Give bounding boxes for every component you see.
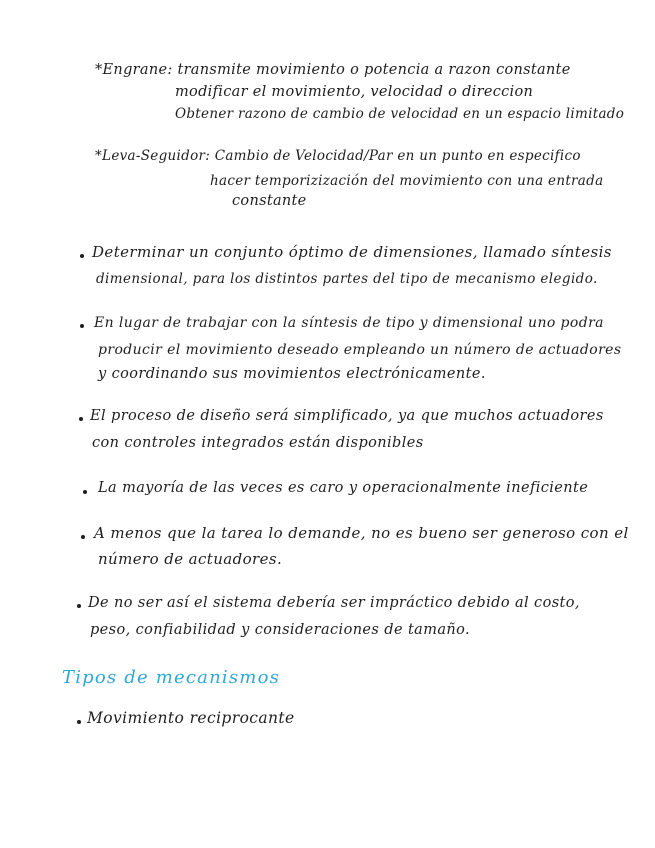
bullet-6-line-2: peso, confiabilidad y consideraciones de tamaño. <box>90 622 471 638</box>
bullet-dot <box>81 535 85 539</box>
bullet-1-line-1: Determinar un conjunto óptimo de dimensiones, llamado síntesis <box>92 243 612 261</box>
bullet-dot <box>79 417 83 421</box>
bullet-dot <box>83 490 87 494</box>
bullet-2-line-1: En lugar de trabajar con la síntesis de tipo y dimensional uno podra <box>94 315 604 331</box>
bullet-1-line-2: dimensional, para los distintos partes del tipo de mecanismo elegido. <box>96 271 598 287</box>
leva-line-3: constante <box>232 193 307 209</box>
engrane-line-2: modificar el movimiento, velocidad o direccion <box>175 84 534 100</box>
leva-line-2: hacer temporizización del movimiento con una entrada <box>210 173 604 189</box>
bullet-5-line-1: A menos que la tarea lo demande, no es bueno ser generoso con el <box>94 524 629 542</box>
bullet-3-line-2: con controles integrados están disponibles <box>92 435 424 451</box>
bullet-2-line-2: producir el movimiento deseado empleando un número de actuadores <box>98 342 622 358</box>
bullet-dot <box>77 604 81 608</box>
section-item: Movimiento reciprocante <box>87 709 295 727</box>
bullet-dot <box>77 720 81 724</box>
bullet-dot <box>80 254 84 258</box>
bullet-3-line-1: El proceso de diseño será simplificado, ya que muchos actuadores <box>90 408 604 424</box>
bullet-5-line-2: número de actuadores. <box>98 550 283 568</box>
engrane-line-3: Obtener razono de cambio de velocidad en un espacio limitado <box>175 106 625 122</box>
bullet-4-line-1: La mayoría de las veces es caro y operacionalmente ineficiente <box>98 480 589 496</box>
leva-line-1: *Leva-Seguidor: Cambio de Velocidad/Par en un punto en especifico <box>95 148 581 164</box>
bullet-dot <box>80 324 84 328</box>
engrane-line-1: *Engrane: transmite movimiento o potencia a razon constante <box>95 62 571 78</box>
bullet-6-line-1: De no ser así el sistema debería ser impráctico debido al costo, <box>88 595 580 611</box>
bullet-2-line-3: y coordinando sus movimientos electrónicamente. <box>98 366 486 382</box>
section-heading: Tipos de mecanismos <box>62 667 281 688</box>
